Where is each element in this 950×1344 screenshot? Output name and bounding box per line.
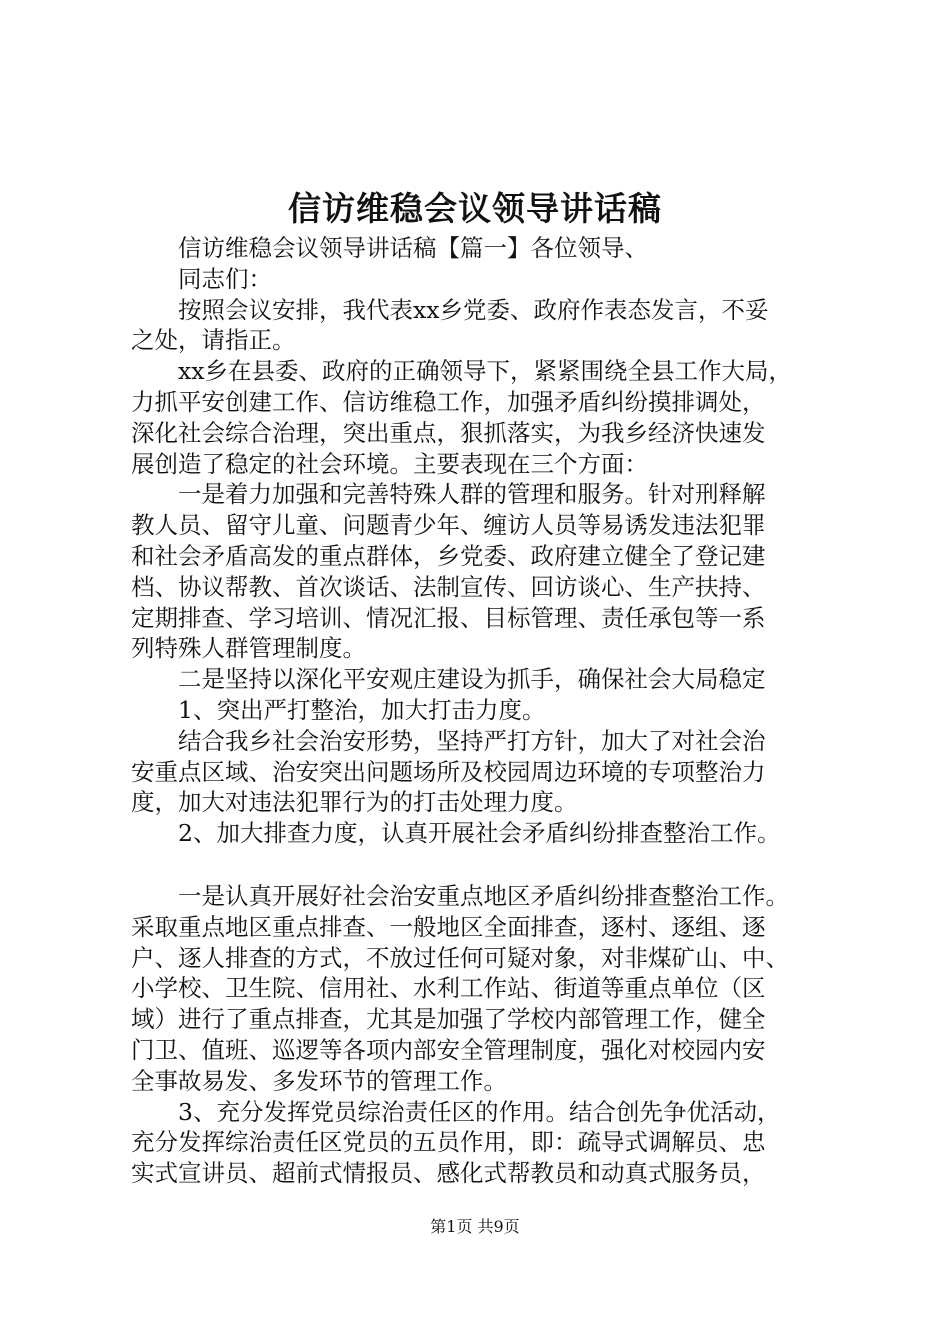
document-body [131,233,831,1189]
text-line: 之处，请指正。 [131,326,296,355]
text-line: 一是认真开展好社会治安重点地区矛盾纠纷排查整治工作。 [178,881,789,910]
text-line: 小学校、卫生院、信用社、水利工作站、街道等重点单位（区 [131,974,766,1003]
text-line: 域）进行了重点排查，尤其是加强了学校内部管理工作，健全 [131,1005,766,1034]
text-line: 展创造了稳定的社会环境。主要表现在三个方面： [131,449,648,478]
text-line: 列特殊人群管理制度。 [131,634,366,663]
text-line: 和社会矛盾高发的重点群体，乡党委、政府建立健全了登记建 [131,541,766,570]
text-line: 3、充分发挥党员综治责任区的作用。结合创先争优活动， [178,1097,781,1126]
document-title: 信访维稳会议领导讲话稿 [288,189,662,228]
text-line: 二是坚持以深化平安观庄建设为抓手，确保社会大局稳定 [178,665,766,694]
paragraph-2 [131,264,831,295]
text-line: 安重点区域、治安突出问题场所及校园周边环境的专项整治力 [131,757,766,786]
text-line: 2、加大排查力度，认真开展社会矛盾纠纷排查整治工作。 [178,819,781,848]
text-line: 门卫、值班、巡逻等各项内部安全管理制度，强化对校园内安 [131,1035,766,1064]
paragraph-7 [131,695,831,726]
paragraph-5 [131,479,831,664]
text-line: 度，加大对违法犯罪行为的打击处理力度。 [131,788,578,817]
paragraph-11 [131,1097,831,1189]
text-line: 1、突出严打整治，加大打击力度。 [178,695,546,724]
text-line: 户、逐人排查的方式，不放过任何可疑对象，对非煤矿山、中、 [131,943,789,972]
text-line: 信访维稳会议领导讲话稿【篇一】各位领导、 [178,234,648,262]
text-line: 充分发挥综治责任区党员的五员作用，即：疏导式调解员、忠 [131,1128,766,1157]
paragraph-1 [131,233,831,264]
text-line: 采取重点地区重点排查、一般地区全面排查，逐村、逐组、逐 [131,912,766,941]
paragraph-spacer [131,849,831,881]
text-line: 档、协议帮教、首次谈话、法制宣传、回访谈心、生产扶持、 [131,572,766,601]
text-line: 一是着力加强和完善特殊人群的管理和服务。针对刑释解 [178,480,766,509]
text-line: 力抓平安创建工作、信访维稳工作，加强矛盾纠纷摸排调处， [131,387,766,416]
text-line: 定期排查、学习培训、情况汇报、目标管理、责任承包等一系 [131,603,766,632]
text-line: 按照会议安排，我代表xx乡党委、政府作表态发言，不妥 [178,295,769,324]
paragraph-9 [131,818,831,849]
text-line: 教人员、留守儿童、问题青少年、缠访人员等易诱发违法犯罪 [131,511,766,540]
text-line: 实式宣讲员、超前式情报员、感化式帮教员和动真式服务员， [131,1159,766,1188]
paragraph-6 [131,664,831,695]
paragraph-10 [131,881,831,1097]
paragraph-8 [131,726,831,818]
text-line: 结合我乡社会治安形势，坚持严打方针，加大了对社会治 [178,726,766,755]
paragraph-4 [131,356,831,479]
text-line: 全事故易发、多发环节的管理工作。 [131,1066,507,1095]
page-number-footer: 第1页 共9页 [430,1217,520,1236]
text-line: 深化社会综合治理，突出重点，狠抓落实，为我乡经济快速发 [131,418,766,447]
paragraph-3 [131,295,831,357]
text-line: 同志们： [178,264,272,293]
text-line: xx乡在县委、政府的正确领导下，紧紧围绕全县工作大局， [178,357,793,386]
